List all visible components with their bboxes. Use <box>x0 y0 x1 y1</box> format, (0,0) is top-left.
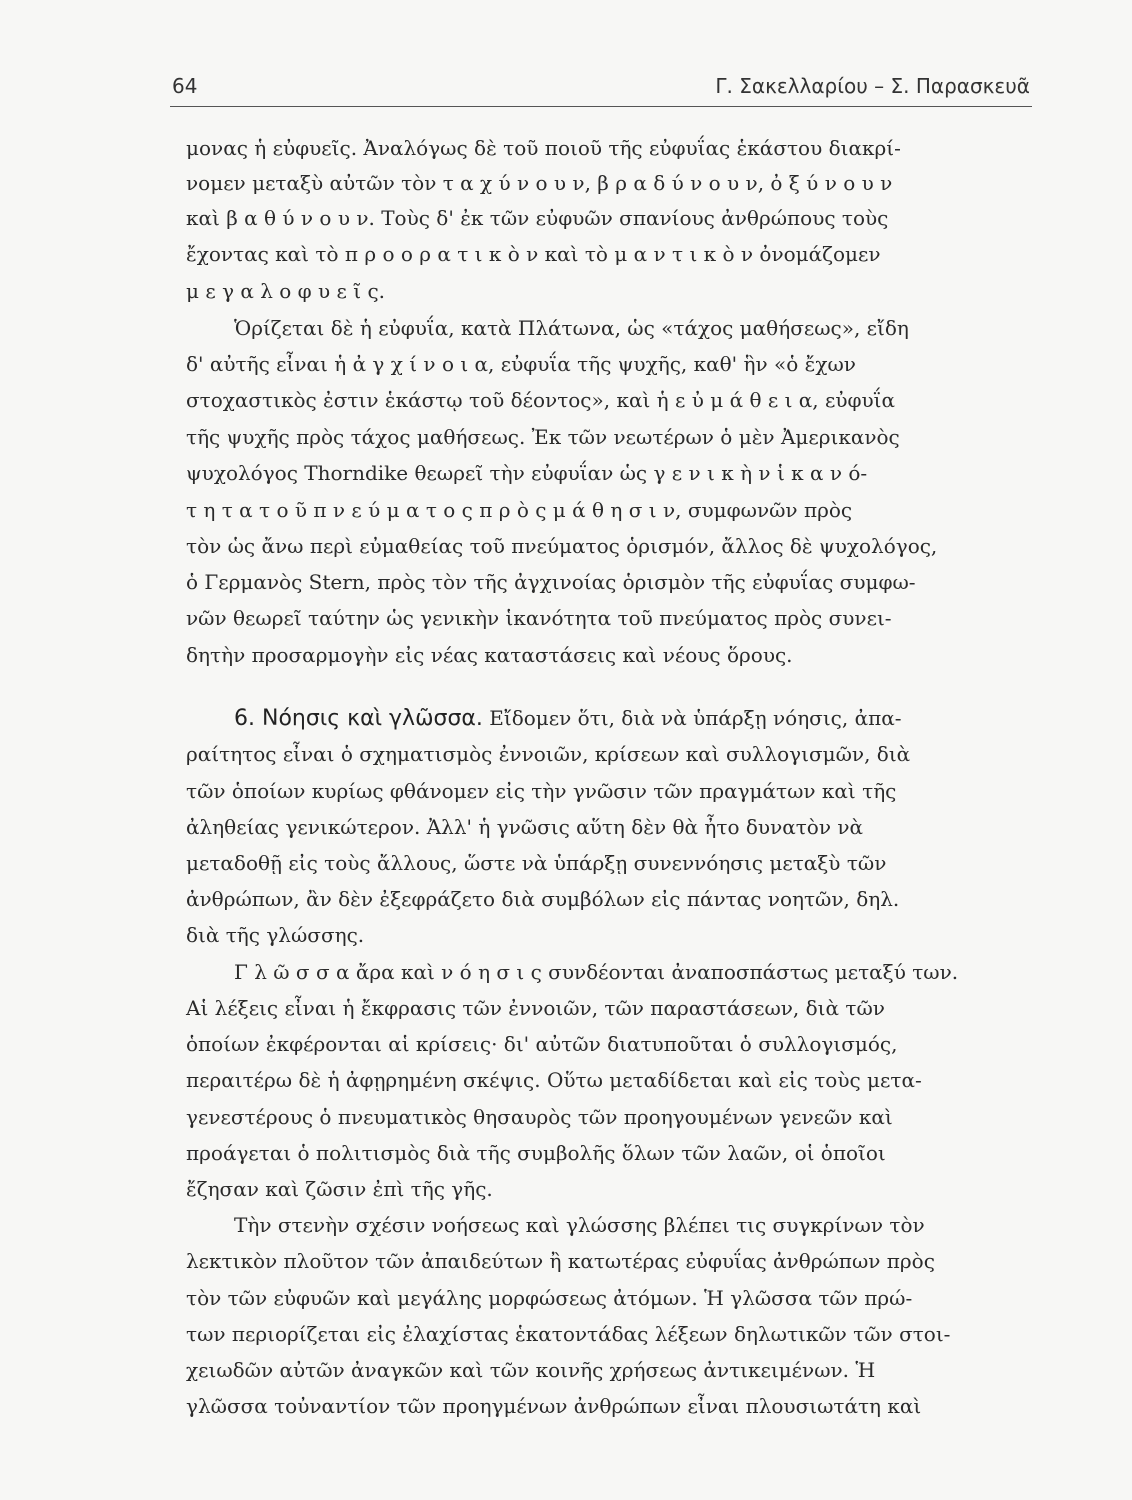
text-line: Ὁρίζεται δὲ ἡ εὐφυΐα, κατὰ Πλάτωνα, ὡς «τάχος μαθήσεως», εἴδη <box>234 316 909 340</box>
text-line: λεκτικὸν πλοῦτον τῶν ἀπαιδεύτων ἢ κατωτέρας εὐφυΐας ἀνθρώπων πρὸς <box>186 1249 935 1273</box>
text-line: τὸν ὡς ἄνω περὶ εὐμαθείας τοῦ πνεύματος ὁρισμόν, ἄλλος δὲ ψυχολόγος, <box>186 534 938 558</box>
text-line: περαιτέρω δὲ ἡ ἀφῃρημένη σκέψις. Οὕτω μεταδίδεται καὶ εἰς τοὺς μετα- <box>186 1068 922 1092</box>
text-line: ὁποίων ἐκφέρονται αἱ κρίσεις· δι' αὐτῶν διατυποῦται ὁ συλλογισμός, <box>186 1032 898 1056</box>
section-heading-line <box>234 704 1032 733</box>
text-line: τῆς ψυχῆς πρὸς τάχος μαθήσεως. Ἐκ τῶν νεωτέρων ὁ μὲν Ἀμερικανὸς <box>186 425 900 449</box>
text-line: Γ λ ῶ σ σ α ἄρα καὶ ν ό η σ ι ς συνδέονται ἀναποσπάστως μεταξύ των. <box>234 960 959 984</box>
text-line: ὁ Γερμανὸς Stern, πρὸς τὸν τῆς ἀγχινοίας ὁρισμὸν τῆς εὐφυΐας συμφω- <box>186 570 916 594</box>
text-line: Τὴν στενὴν σχέσιν νοήσεως καὶ γλώσσης βλέπει τις συγκρίνων τὸν <box>234 1213 925 1237</box>
text-line: ἔζησαν καὶ ζῶσιν ἐπὶ τῆς γῆς. <box>186 1177 493 1201</box>
text-line: δητὴν προσαρμογὴν εἰς νέας καταστάσεις καὶ νέους ὅρους. <box>186 643 793 667</box>
text-line: στοχαστικὸς ἐστιν ἑκάστῳ τοῦ δέοντος», καὶ ἡ ε ὐ μ ά θ ε ι α, εὐφυΐα <box>186 388 896 412</box>
text-line: ψυχολόγος Thorndike θεωρεῖ τὴν εὐφυΐαν ὡς γ ε ν ι κ ὴ ν ἱ κ α ν ό- <box>186 461 868 485</box>
text-line: δ' αὐτῆς εἶναι ἡ ἀ γ χ ί ν ο ι α, εὐφυΐα τῆς ψυχῆς, καθ' ἣν «ὁ ἔχων <box>186 352 856 376</box>
text-line: των περιορίζεται εἰς ἐλαχίστας ἑκατοντάδας λέξεων δηλωτικῶν τῶν στοι- <box>186 1322 951 1346</box>
text-line: τὸν τῶν εὐφυῶν καὶ μεγάλης μορφώσεως ἀτόμων. Ἡ γλῶσσα τῶν πρώ- <box>186 1286 913 1310</box>
text-line: γλῶσσα τοὐναντίον τῶν προηγμένων ἀνθρώπων εἶναι πλουσιωτάτη καὶ <box>186 1394 922 1418</box>
text-line: μονας ἡ εὐφυεῖς. Ἀναλόγως δὲ τοῦ ποιοῦ τῆς εὐφυΐας ἑκάστου διακρί- <box>186 136 901 160</box>
text-line: χειωδῶν αὐτῶν ἀναγκῶν καὶ τῶν κοινῆς χρήσεως ἀντικειμένων. Ἡ <box>186 1358 876 1382</box>
text-line: νῶν θεωρεῖ ταύτην ὡς γενικὴν ἱκανότητα τοῦ πνεύματος πρὸς συνει- <box>186 606 892 630</box>
text-line: ἔχοντας καὶ τὸ π ρ ο ο ρ α τ ι κ ὸ ν καὶ τὸ μ α ν τ ι κ ὸ ν ὀνομάζομεν <box>186 242 881 266</box>
text-line: διὰ τῆς γλώσσης. <box>186 923 365 947</box>
section-first-line: Εἴδομεν ὅτι, διὰ νὰ ὑπάρξῃ νόησις, ἀπα- <box>489 706 902 730</box>
text-line: Αἱ λέξεις εἶναι ἡ ἔκφρασις τῶν ἐννοιῶν, τῶν παραστάσεων, διὰ τῶν <box>186 996 885 1020</box>
text-line: καὶ β α θ ύ ν ο υ ν. Τοὺς δ' ἐκ τῶν εὐφυῶν σπανίους ἀνθρώπους τοὺς <box>186 206 889 230</box>
running-head: Γ. Σακελλαρίου – Σ. Παρασκευᾶ <box>715 74 1030 98</box>
text-line: γενεστέρους ὁ πνευματικὸς θησαυρὸς τῶν προηγουμένων γενεῶν καὶ <box>186 1105 893 1129</box>
text-line: τῶν ὁποίων κυρίως φθάνομεν εἰς τὴν γνῶσιν τῶν πραγμάτων καὶ τῆς <box>186 779 897 803</box>
text-line: τ η τ α τ ο ῦ π ν ε ύ μ α τ ο ς π ρ ὸ ς μ ά θ η σ ι ν, συμφωνῶν πρὸς <box>186 498 853 522</box>
text-line: ἀνθρώπων, ἂν δὲν ἐξεφράζετο διὰ συμβόλων εἰς πάντας νοητῶν, δηλ. <box>186 887 900 911</box>
text-line: ἀληθείας γενικώτερον. Ἀλλ' ἡ γνῶσις αὕτη δὲν θὰ ἦτο δυνατὸν νὰ <box>186 815 864 839</box>
text-line: μεταδοθῇ εἰς τοὺς ἄλλους, ὥστε νὰ ὑπάρξῃ συνεννόησις μεταξὺ τῶν <box>186 851 887 875</box>
text-line: μ ε γ α λ ο φ υ ε ῖ ς. <box>186 279 386 303</box>
page-header <box>170 72 1032 107</box>
page-number: 64 <box>172 74 198 98</box>
section-title: 6. Νόησις καὶ γλῶσσα. <box>234 706 483 731</box>
text-line: προάγεται ὁ πολιτισμὸς διὰ τῆς συμβολῆς ὅλων τῶν λαῶν, οἱ ὁποῖοι <box>186 1141 886 1165</box>
text-line: νομεν μεταξὺ αὐτῶν τὸν τ α χ ύ ν ο υ ν, β ρ α δ ύ ν ο υ ν, ὀ ξ ύ ν ο υ ν <box>186 171 893 195</box>
text-line: ραίτητος εἶναι ὁ σχηματισμὸς ἐννοιῶν, κρίσεων καὶ συλλογισμῶν, διὰ <box>186 742 911 766</box>
